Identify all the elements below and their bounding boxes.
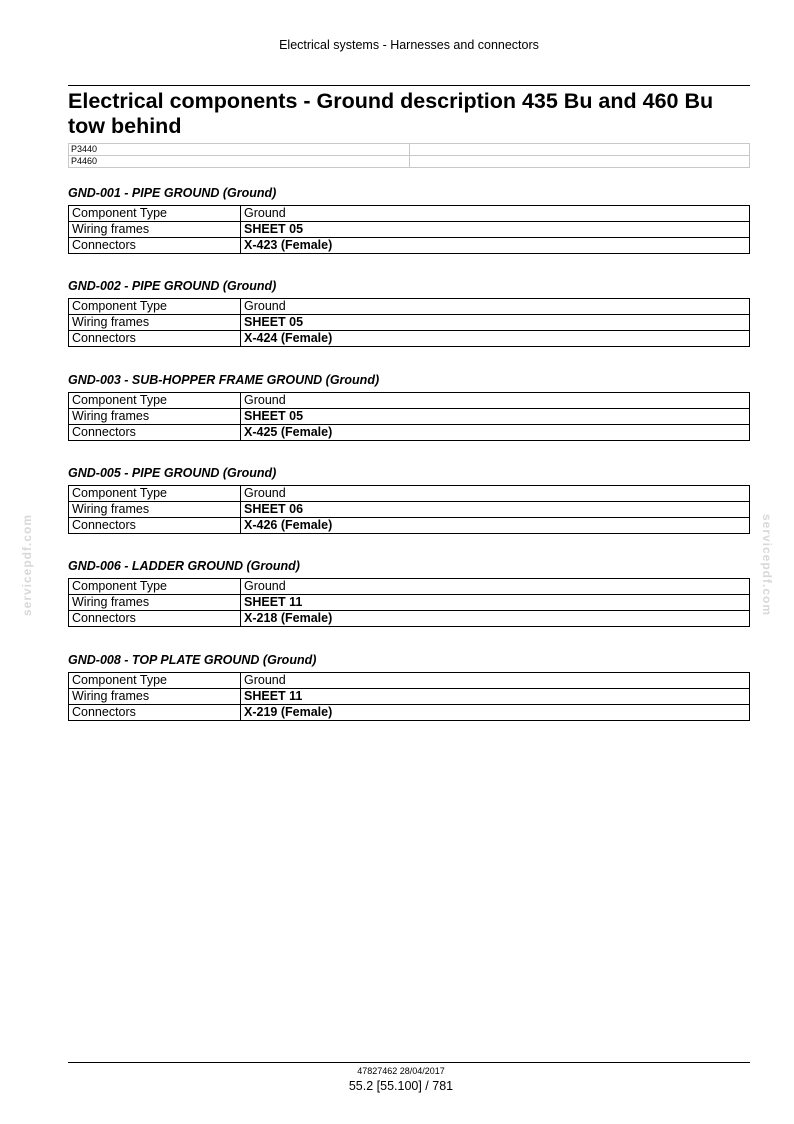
table-row: [69, 486, 750, 502]
row-value: SHEET 06: [241, 502, 750, 518]
row-label: Component Type: [69, 673, 241, 689]
table-row: [69, 425, 750, 441]
row-label: Component Type: [69, 486, 241, 502]
model-row: [69, 156, 750, 168]
model-row: [69, 144, 750, 156]
row-value: Ground: [241, 486, 750, 502]
row-value: Ground: [241, 673, 750, 689]
row-value: X-425 (Female): [241, 425, 750, 441]
section-title: GND-002 - PIPE GROUND (Ground): [68, 279, 277, 293]
section-title: GND-006 - LADDER GROUND (Ground): [68, 559, 300, 573]
row-label: Component Type: [69, 206, 241, 222]
spec-table: [68, 205, 750, 254]
row-label: Wiring frames: [69, 409, 241, 425]
row-value: Ground: [241, 579, 750, 595]
table-row: [69, 238, 750, 254]
row-label: Connectors: [69, 425, 241, 441]
section-title: GND-008 - TOP PLATE GROUND (Ground): [68, 653, 317, 667]
page-title: Electrical components - Ground description 435 Bu and 460 Bu tow behind: [68, 89, 714, 138]
row-value: SHEET 05: [241, 315, 750, 331]
model-code: P3440: [69, 144, 410, 156]
spec-table: [68, 578, 750, 627]
table-row: [69, 331, 750, 347]
row-value: SHEET 11: [241, 595, 750, 611]
footer-rule: [68, 1062, 750, 1063]
row-label: Wiring frames: [69, 595, 241, 611]
row-value: Ground: [241, 206, 750, 222]
component-section-gnd-003: [68, 372, 750, 441]
component-section-gnd-006: [68, 558, 750, 627]
table-row: [69, 689, 750, 705]
row-label: Wiring frames: [69, 315, 241, 331]
table-row: [69, 595, 750, 611]
row-value: SHEET 05: [241, 222, 750, 238]
model-table: [68, 143, 750, 168]
table-row: [69, 206, 750, 222]
row-value: X-219 (Female): [241, 705, 750, 721]
table-row: [69, 579, 750, 595]
footer-doc-ref: 47827462 28/04/2017: [357, 1066, 445, 1076]
row-label: Wiring frames: [69, 222, 241, 238]
watermark-left: servicepdf.com: [20, 513, 34, 617]
row-value: X-424 (Female): [241, 331, 750, 347]
row-label: Connectors: [69, 238, 241, 254]
table-row: [69, 222, 750, 238]
model-empty-cell: [409, 156, 750, 168]
table-row: [69, 705, 750, 721]
footer-page-ref: 55.2 [55.100] / 781: [348, 1079, 454, 1093]
component-section-gnd-002: [68, 278, 750, 347]
component-section-gnd-005: [68, 465, 750, 534]
row-label: Connectors: [69, 611, 241, 627]
row-value: Ground: [241, 393, 750, 409]
watermark-right: servicepdf.com: [760, 513, 774, 617]
row-label: Connectors: [69, 331, 241, 347]
row-label: Component Type: [69, 299, 241, 315]
row-value: X-426 (Female): [241, 518, 750, 534]
table-row: [69, 315, 750, 331]
row-label: Component Type: [69, 579, 241, 595]
section-title: GND-001 - PIPE GROUND (Ground): [68, 186, 277, 200]
model-code: P4460: [69, 156, 410, 168]
section-title: GND-003 - SUB-HOPPER FRAME GROUND (Ground): [68, 373, 380, 387]
row-label: Connectors: [69, 705, 241, 721]
table-row: [69, 611, 750, 627]
spec-table: [68, 485, 750, 534]
table-row: [69, 299, 750, 315]
spec-table: [68, 672, 750, 721]
running-header: Electrical systems - Harnesses and connectors: [279, 38, 539, 52]
table-row: [69, 673, 750, 689]
row-label: Wiring frames: [69, 689, 241, 705]
component-section-gnd-008: [68, 652, 750, 721]
component-section-gnd-001: [68, 185, 750, 254]
row-label: Connectors: [69, 518, 241, 534]
section-title: GND-005 - PIPE GROUND (Ground): [68, 466, 277, 480]
row-value: X-423 (Female): [241, 238, 750, 254]
spec-table: [68, 392, 750, 441]
row-value: X-218 (Female): [241, 611, 750, 627]
spec-table: [68, 298, 750, 347]
row-label: Component Type: [69, 393, 241, 409]
table-row: [69, 393, 750, 409]
header-rule: [68, 85, 750, 86]
table-row: [69, 409, 750, 425]
table-row: [69, 502, 750, 518]
row-value: SHEET 11: [241, 689, 750, 705]
row-value: Ground: [241, 299, 750, 315]
table-row: [69, 518, 750, 534]
row-value: SHEET 05: [241, 409, 750, 425]
model-empty-cell: [409, 144, 750, 156]
row-label: Wiring frames: [69, 502, 241, 518]
